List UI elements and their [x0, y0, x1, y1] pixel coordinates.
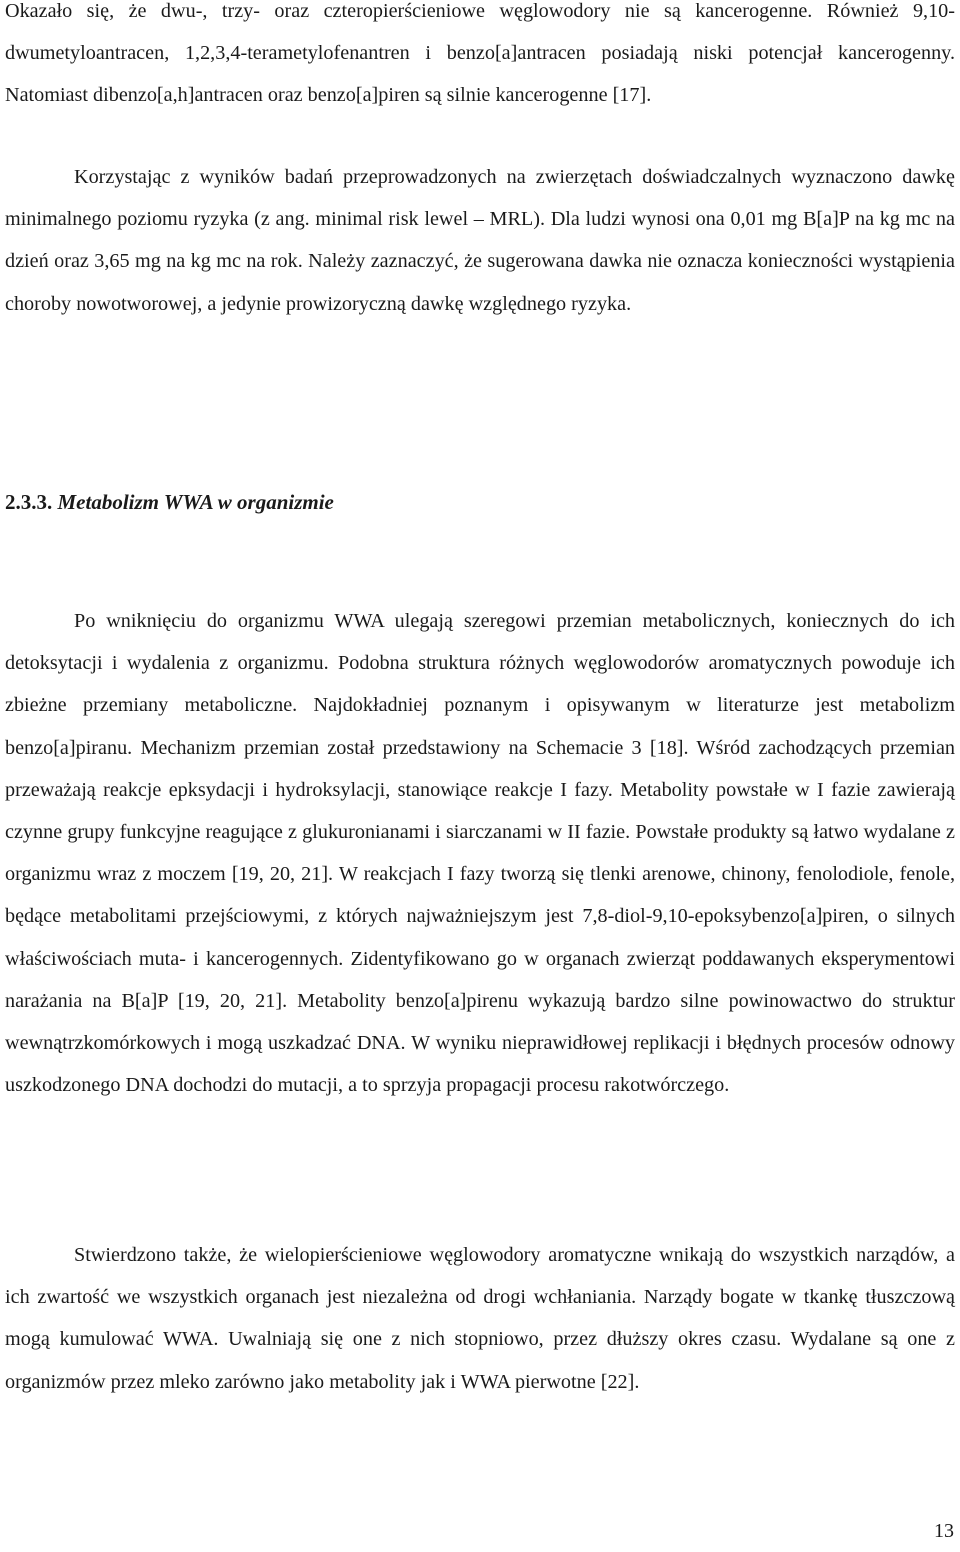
page-number: 13 — [934, 1520, 954, 1542]
paragraph-metabolism: Po wniknięciu do organizmu WWA ulegają szeregowi przemian metabolicznych, koniecznych do ich detoksytacji i wydalenia z organizmu. Podobna struktura różnych węglowodorów aromatycznych powoduje ich zbieżne przemiany metaboliczne. Najdokładniej poznanym i opisywanym w literaturze jest metabolizm benzo[a]piranu. Mechanizm przemian został przedstawiony na Schemacie 3 [18]. Wśród zachodzących przemian przeważają reakcje epksydacji i hydroksylacji, stanowiące reakcje I fazy. Metabolity powstałe w I fazie zawierają czynne grupy funkcyjne reagujące z glukuronianami i siarczanami w II fazie. Powstałe produkty są łatwo wydalane z organizmu wraz z moczem [19, 20, 21]. W reakcjach I fazy tworzą się tlenki arenowe, chinony, fenolodiole, fenole, będące metabolitami przejściowymi, z których najważniejszym jest 7,8-diol-9,10-epoksybenzo[a]piren, o silnych właściwościach muta- i kancerogennych. Zidentyfikowano go w organach zwierząt poddawanych eksperymentowi narażania na B[a]P [19, 20, 21]. Metabolity benzo[a]pirenu wykazują bardzo silne powinowactwo do struktur wewnątrzkomórkowych i mogą uszkadzać DNA. W wyniku nieprawidłowej replikacji i błędnych procesów odnowy uszkodzonego DNA dochodzi do mutacji, a to sprzyja propagacji procesu rakotwórczego. — [5, 610, 955, 1097]
paragraph-distribution: Stwierdzono także, że wielopierścieniowe węglowodory aromatyczne wnikają do wszystkich narządów, a ich zwartość we wszystkich organach jest niezależna od drogi wchłaniania. Narządy bogate w tkankę tłuszczową mogą kumulować WWA. Uwalniają się one z nich stopniowo, przez dłuższy okres czasu. Wydalane są one z organizmów przez mleko zarówno jako metabolity jak i WWA pierwotne [22]. — [5, 1244, 955, 1393]
section-number: 2.3.3. — [5, 490, 53, 514]
paragraph-carcinogenicity: Okazało się, że dwu-, trzy- oraz czteropierścieniowe węglowodory nie są kancerogenne. Również 9,10-dwumetyloantracen, 1,2,3,4-terametylofenantren i benzo[a]antracen posiadają niski potencjał kancerogenny. Natomiast dibenzo[a,h]antracen oraz benzo[a]piren są silnie kancerogenne [17]. — [5, 0, 955, 107]
section-heading — [5, 481, 334, 523]
section-title: Metabolizm WWA w organizmie — [57, 490, 334, 514]
paragraph-mrl: Korzystając z wyników badań przeprowadzonych na zwierzętach doświadczalnych wyznaczono dawkę minimalnego poziomu ryzyka (z ang. minimal risk lewel – MRL). Dla ludzi wynosi ona 0,01 mg B[a]P na kg mc na dzień oraz 3,65 mg na kg mc na rok. Należy zaznaczyć, że sugerowana dawka nie oznacza konieczności wystąpienia choroby nowotworowej, a jedynie prowizoryczną dawkę względnego ryzyka. — [5, 166, 955, 315]
